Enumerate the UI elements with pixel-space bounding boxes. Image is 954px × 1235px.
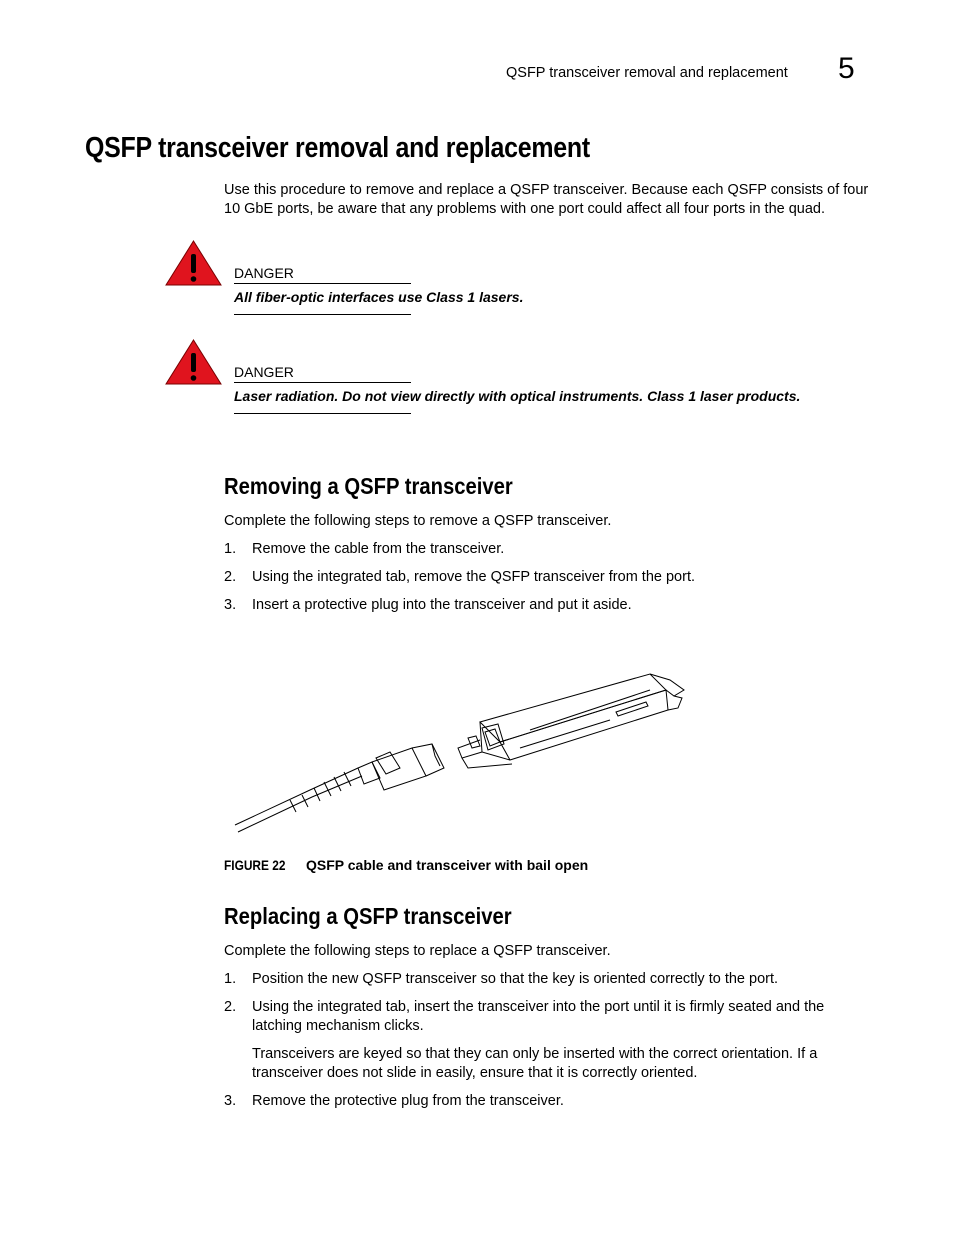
chapter-number: 5 <box>838 52 855 85</box>
danger-rule-top <box>234 382 411 383</box>
figure-label: FIGURE 22 <box>224 857 286 873</box>
danger-rule-bottom <box>234 314 411 315</box>
page-title: QSFP transceiver removal and replacement <box>85 132 590 164</box>
danger-notice <box>234 264 874 315</box>
danger-rule-top <box>234 283 411 284</box>
danger-label: DANGER <box>234 364 294 380</box>
figure-caption <box>224 857 588 873</box>
step-number: 3. <box>224 597 237 613</box>
danger-notice <box>234 363 874 414</box>
step-text: Insert a protective plug into the transceiver and put it aside. <box>252 597 632 613</box>
removing-lead: Complete the following steps to remove a QSFP transceiver. <box>224 513 612 529</box>
removing-step-3 <box>224 596 874 615</box>
replacing-step-2 <box>224 998 874 1036</box>
replacing-step-3 <box>224 1092 874 1111</box>
section-heading-replacing: Replacing a QSFP transceiver <box>224 903 512 929</box>
danger-text: Laser radiation. Do not view directly with optical instruments. Class 1 laser products. <box>234 388 801 404</box>
replacing-note: Transceivers are keyed so that they can only be inserted with the correct orientation. If a transceiver does not slide in easily, ensure that it is correctly oriented. <box>252 1046 818 1081</box>
danger-label: DANGER <box>234 265 294 281</box>
step-number: 3. <box>224 1093 237 1109</box>
replacing-step-1 <box>224 970 874 989</box>
running-header-title: QSFP transceiver removal and replacement <box>506 65 788 81</box>
step-text: Using the integrated tab, remove the QSFP transceiver from the port. <box>252 569 696 585</box>
step-text: Remove the protective plug from the transceiver. <box>252 1093 564 1109</box>
step-number: 2. <box>224 569 237 585</box>
danger-warning-icon <box>165 339 222 385</box>
step-number: 1. <box>224 971 237 987</box>
danger-text: All fiber-optic interfaces use Class 1 lasers. <box>234 289 524 305</box>
danger-warning-icon <box>165 240 222 286</box>
danger-rule-bottom <box>234 413 411 414</box>
step-number: 2. <box>224 999 237 1015</box>
section-heading-removing: Removing a QSFP transceiver <box>224 473 513 499</box>
intro-paragraph: Use this procedure to remove and replace a QSFP transceiver. Because each QSFP consists of four 10 GbE ports, be aware that any problems with one port could affect all four ports in the quad. <box>224 182 869 217</box>
qsfp-cable-transceiver-illustration <box>230 660 690 840</box>
step-text: Using the integrated tab, insert the transceiver into the port until it is firmly seated and the latching mechanism clicks. <box>252 999 825 1034</box>
step-text: Position the new QSFP transceiver so that the key is oriented correctly to the port. <box>252 971 779 987</box>
step-number: 1. <box>224 541 237 557</box>
removing-step-1 <box>224 540 874 559</box>
replacing-lead: Complete the following steps to replace a QSFP transceiver. <box>224 943 611 959</box>
figure-title: QSFP cable and transceiver with bail open <box>306 857 589 873</box>
step-text: Remove the cable from the transceiver. <box>252 541 505 557</box>
removing-step-2 <box>224 568 874 587</box>
